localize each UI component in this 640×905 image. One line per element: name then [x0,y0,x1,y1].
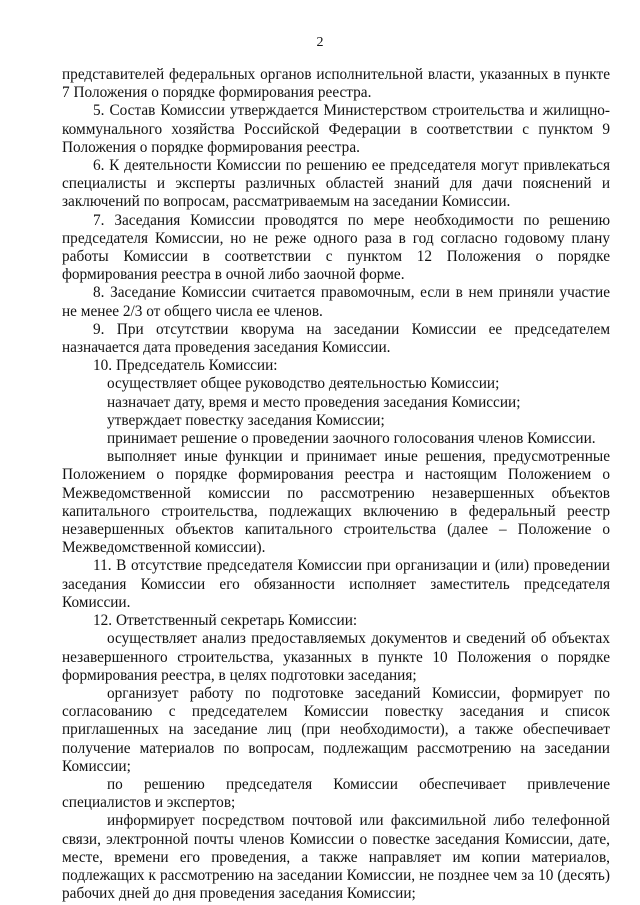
document-body [62,66,610,903]
paragraph-item-9: 9. При отсутствии кворума на заседании Комиссии ее председателем назначается дата проведения заседания Комиссии. [62,320,610,357]
chairman-duty-general-management: осуществляет общее руководство деятельностью Комиссии; [107,375,500,393]
chairman-duty-agenda: утверждает повестку заседания Комиссии; [107,411,385,429]
paragraph-item-8: 8. Заседание Комиссии считается правомочным, если в нем приняли участие не менее 2/3 от общего числа ее членов. [62,284,610,320]
chairman-duty-other: выполняет иные функции и принимает иные решения, предусмотренные Положением о порядке формирования реестра и настоящим Положением о Межведомственной комиссии по рассмотрению незавершенных объектов капитального строительства, подлежащих включению в федеральный реестр незавершенных объектов капитального строительства (далее – Положение о Межведомственной комиссии). [62,448,610,557]
secretary-duty-analysis: осуществляет анализ предоставляемых документов и сведений об объектах незавершенного строительства, указанных в пункте 10 Положения о порядке формирования реестра, в целях подготовки заседания; [62,630,610,684]
secretary-duty-experts: по решению председателя Комиссии обеспечивает привлечение специалистов и экспертов; [62,775,610,812]
chairman-duty-absentee-vote: принимает решение о проведении заочного голосования членов Комиссии. [107,430,596,448]
paragraph-item-7: 7. Заседания Комиссии проводятся по мере необходимости по решению председателя Комиссии, но не реже одного раза в год согласно годовому плану работы Комиссии в соответствии с пунктом 12 Положения о порядке формирования реестра в очной либо заочной форме. [62,211,610,284]
paragraph-item-11: 11. В отсутствие председателя Комиссии при организации и (или) проведении заседания Комиссии его обязанности исполняет заместитель председателя Комиссии. [62,557,610,611]
paragraph-item-5: 5. Состав Комиссии утверждается Министерством строительства и жилищно-коммунального хозяйства Российской Федерации в соответствии с пунктом 9 Положения о порядке формирования реестра. [62,102,610,156]
secretary-duty-inform: информирует посредством почтовой или факсимильной либо телефонной связи, электронной почты членов Комиссии о повестке заседания Комиссии, дате, месте, времени его проведения, а также направляет им копии материалов, подлежащих к рассмотрению на заседании Комиссии, не позднее чем за 10 (десять) рабочих дней до дня проведения заседания Комиссии; [62,812,610,903]
paragraph-item-6: 6. К деятельности Комиссии по решению ее председателя могут привлекаться специалисты и эксперты различных областей знаний для дачи пояснений и заключений по вопросам, рассматриваемым на заседании Комиссии. [62,157,610,211]
page-number: 2 [316,35,324,50]
paragraph-item-10: 10. Председатель Комиссии: [93,357,278,375]
chairman-duty-schedule: назначает дату, время и место проведения заседания Комиссии; [107,393,521,411]
paragraph-item-12: 12. Ответственный секретарь Комиссии: [93,612,358,630]
secretary-duty-organize: организует работу по подготовке заседаний Комиссии, формирует по согласованию с председателем Комиссии повестку заседания и список приглашенных на заседание лиц (при необходимости), а также обеспечивает получение материалов по вопросам, подлежащим рассмотрению на заседании Комиссии; [62,684,610,775]
paragraph-continuation: представителей федеральных органов исполнительной власти, указанных в пункте 7 Положения о порядке формирования реестра. [62,66,610,102]
